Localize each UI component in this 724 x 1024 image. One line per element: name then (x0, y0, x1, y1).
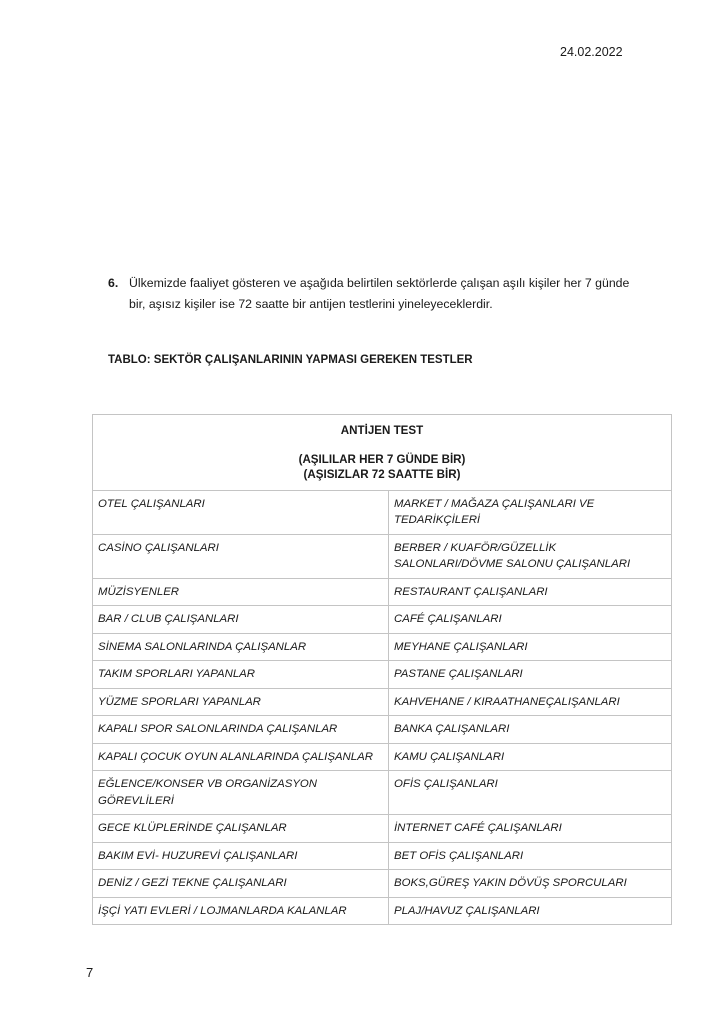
table-cell: MÜZİSYENLER (93, 578, 389, 606)
table-row (93, 815, 672, 843)
table-cell: KAPALI ÇOCUK OYUN ALANLARINDA ÇALIŞANLAR (93, 743, 389, 771)
table-cell: TAKIM SPORLARI YAPANLAR (93, 661, 389, 689)
table-cell: YÜZME SPORLARI YAPANLAR (93, 688, 389, 716)
table-cell: CASİNO ÇALIŞANLARI (93, 534, 389, 578)
table-cell: RESTAURANT ÇALIŞANLARI (389, 578, 672, 606)
paragraph-text: Ülkemizde faaliyet gösteren ve aşağıda belirtilen sektörlerde çalışan aşılı kişiler her 7 günde bir, aşısız kişiler ise 72 saatte bir antijen testlerini yineleyeceklerdir. (129, 276, 630, 311)
table-cell: KAHVEHANE / KIRAATHANEÇALIŞANLARI (389, 688, 672, 716)
header-unvaccinated-frequency: (AŞISIZLAR 72 SAATTE BİR) (303, 468, 461, 481)
table-cell: BAR / CLUB ÇALIŞANLARI (93, 606, 389, 634)
page-number: 7 (86, 965, 94, 980)
table-cell: İŞÇİ YATI EVLERİ / LOJMANLARDA KALANLAR (93, 897, 389, 925)
table-cell: DENİZ / GEZİ TEKNE ÇALIŞANLARI (93, 870, 389, 898)
table-cell: BANKA ÇALIŞANLARI (389, 716, 672, 744)
table-row (93, 870, 672, 898)
table-cell: PASTANE ÇALIŞANLARI (389, 661, 672, 689)
table-header (93, 415, 672, 491)
header-vaccinated-frequency: (AŞILILAR HER 7 GÜNDE BİR) (298, 452, 466, 466)
table-header-row (93, 415, 672, 491)
table-title: TABLO: SEKTÖR ÇALIŞANLARININ YAPMASI GEREKEN TESTLER (108, 354, 473, 366)
table-row (93, 688, 672, 716)
table-cell: İNTERNET CAFÉ ÇALIŞANLARI (389, 815, 672, 843)
table-cell: KAPALI SPOR SALONLARINDA ÇALIŞANLAR (93, 716, 389, 744)
table-row (93, 716, 672, 744)
table-row (93, 842, 672, 870)
table-cell: BERBER / KUAFÖR/GÜZELLİK SALONLARI/DÖVME SALONU ÇALIŞANLARI (389, 534, 672, 578)
paragraph-item-6 (108, 273, 638, 315)
table-cell: GECE KLÜPLERİNDE ÇALIŞANLAR (93, 815, 389, 843)
document-date: 24.02.2022 (560, 45, 623, 59)
table-cell: EĞLENCE/KONSER VB ORGANİZASYON GÖREVLİLERİ (93, 771, 389, 815)
table-row (93, 743, 672, 771)
table-row (93, 578, 672, 606)
table-cell: BOKS,GÜREŞ YAKIN DÖVÜŞ SPORCULARI (389, 870, 672, 898)
paragraph-number: 6. (108, 276, 119, 290)
table-cell: OTEL ÇALIŞANLARI (93, 490, 389, 534)
sector-test-table (92, 414, 672, 925)
table-cell: SİNEMA SALONLARINDA ÇALIŞANLAR (93, 633, 389, 661)
table-cell: MEYHANE ÇALIŞANLARI (389, 633, 672, 661)
table-cell: OFİS ÇALIŞANLARI (389, 771, 672, 815)
table-row (93, 661, 672, 689)
table-cell: KAMU ÇALIŞANLARI (389, 743, 672, 771)
table-cell: MARKET / MAĞAZA ÇALIŞANLARI VE TEDARİKÇİLERİ (389, 490, 672, 534)
header-antigen-test: ANTİJEN TEST (340, 424, 424, 437)
table-cell: PLAJ/HAVUZ ÇALIŞANLARI (389, 897, 672, 925)
table-row (93, 897, 672, 925)
table-row (93, 771, 672, 815)
table-row (93, 633, 672, 661)
table-row (93, 534, 672, 578)
table-cell: CAFÉ ÇALIŞANLARI (389, 606, 672, 634)
table-cell: BET OFİS ÇALIŞANLARI (389, 842, 672, 870)
table-row (93, 606, 672, 634)
table-row (93, 490, 672, 534)
table-cell: BAKIM EVİ- HUZUREVİ ÇALIŞANLARI (93, 842, 389, 870)
